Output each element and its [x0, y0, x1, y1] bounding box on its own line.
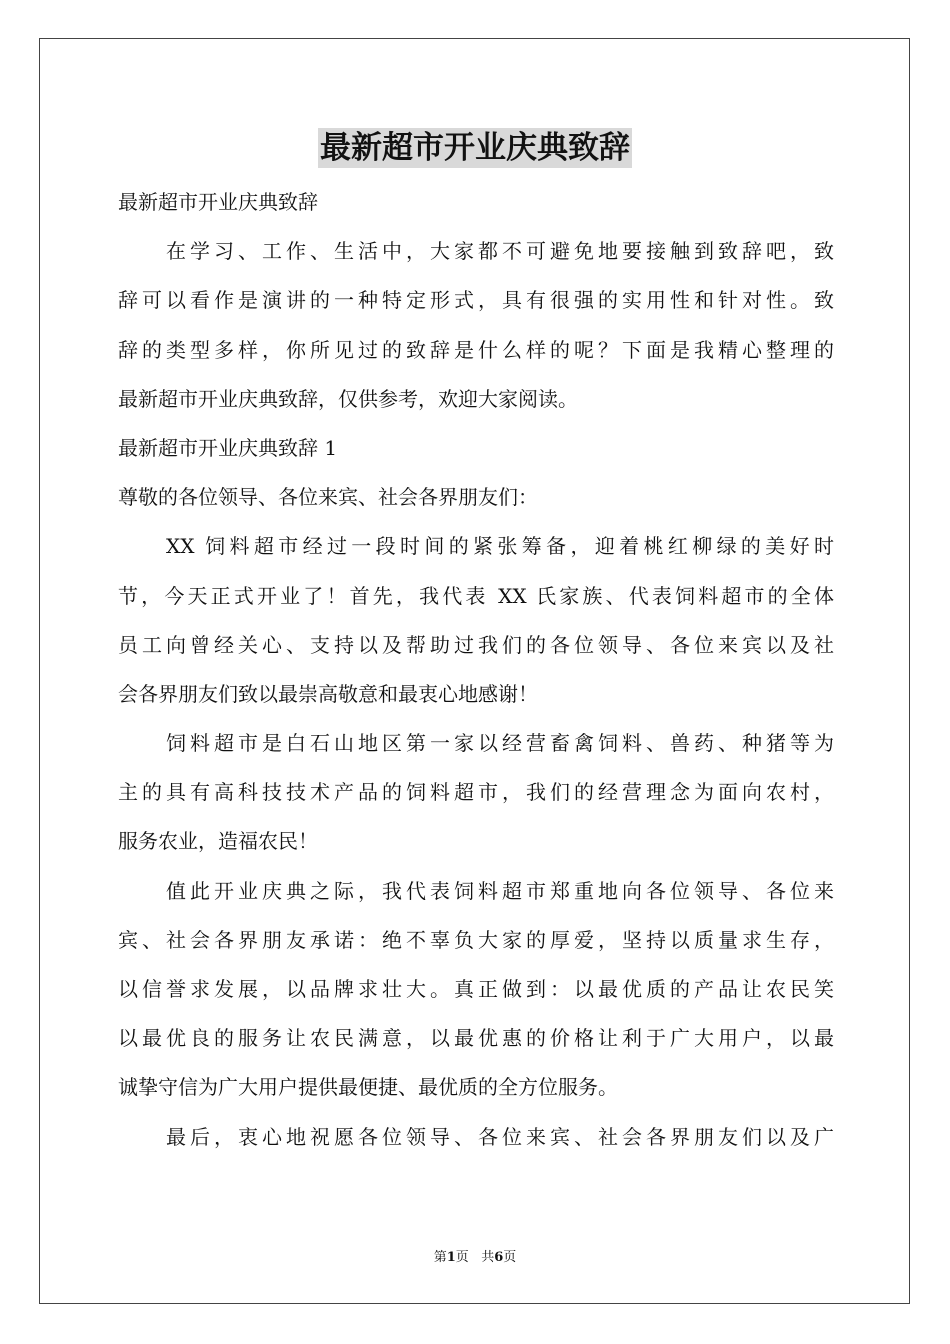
text-line: 值此开业庆典之际，我代表饲料超市郑重地向各位领导、各位来 [166, 878, 834, 903]
total-suffix: 页 [503, 1250, 517, 1265]
page-number: 1 [446, 1250, 456, 1265]
text-line: 以信誉求发展，以品牌求壮大。真正做到：以最优质的产品让农民笑 [118, 977, 834, 1001]
text-line: 节，今天正式开业了！首先，我代表 XX 氏家族、代表饲料超市的全体 [118, 583, 834, 608]
text-line: 最新超市开业庆典致辞 [118, 190, 318, 214]
text-line: 服务农业，造福农民！ [118, 829, 318, 854]
text-line: 最新超市开业庆典致辞，仅供参考，欢迎大家阅读。 [118, 386, 578, 411]
text-line: 会各界朋友们致以最崇高敬意和最衷心地感谢！ [118, 681, 538, 706]
text-line: 饲料超市是白石山地区第一家以经营畜禽饲料、兽药、种猪等为 [166, 731, 834, 756]
page-footer [0, 1246, 950, 1265]
text-line: 主的具有高科技技术产品的饲料超市，我们的经营理念为面向农村， [118, 780, 834, 805]
text-line: 员工向曾经关心、支持以及帮助过我们的各位领导、各位来宾以及社 [118, 632, 834, 657]
text-line: 辞可以看作是演讲的一种特定形式，具有很强的实用性和针对性。致 [118, 288, 834, 313]
text-line: 宾、社会各界朋友承诺：绝不辜负大家的厚爱，坚持以质量求生存， [118, 927, 834, 952]
text-line: XX 饲料超市经过一段时间的紧张筹备，迎着桃红柳绿的美好时 [166, 534, 834, 559]
text-line: 尊敬的各位领导、各位来宾、社会各界朋友们： [118, 485, 538, 510]
text-line: 诚挚守信为广大用户提供最便捷、最优质的全方位服务。 [118, 1075, 618, 1100]
total-pages: 6 [494, 1250, 504, 1265]
document-title: 最新超市开业庆典致辞 [320, 130, 630, 166]
text-line: 辞的类型多样，你所见过的致辞是什么样的呢？下面是我精心整理的 [118, 337, 834, 362]
total-prefix: 共 [481, 1250, 495, 1265]
page-prefix: 第 [433, 1250, 447, 1265]
text-line: 最后，衷心地祝愿各位领导、各位来宾、社会各界朋友们以及广 [166, 1124, 834, 1149]
page-suffix: 页 [455, 1250, 469, 1265]
title-container [0, 128, 950, 168]
text-line: 以最优良的服务让农民满意，以最优惠的价格让利于广大用户，以最 [118, 1026, 834, 1051]
text-line: 在学习、工作、生活中，大家都不可避免地要接触到致辞吧，致 [166, 239, 834, 264]
text-line: 最新超市开业庆典致辞 1 [118, 435, 338, 460]
document-body [118, 178, 834, 1162]
